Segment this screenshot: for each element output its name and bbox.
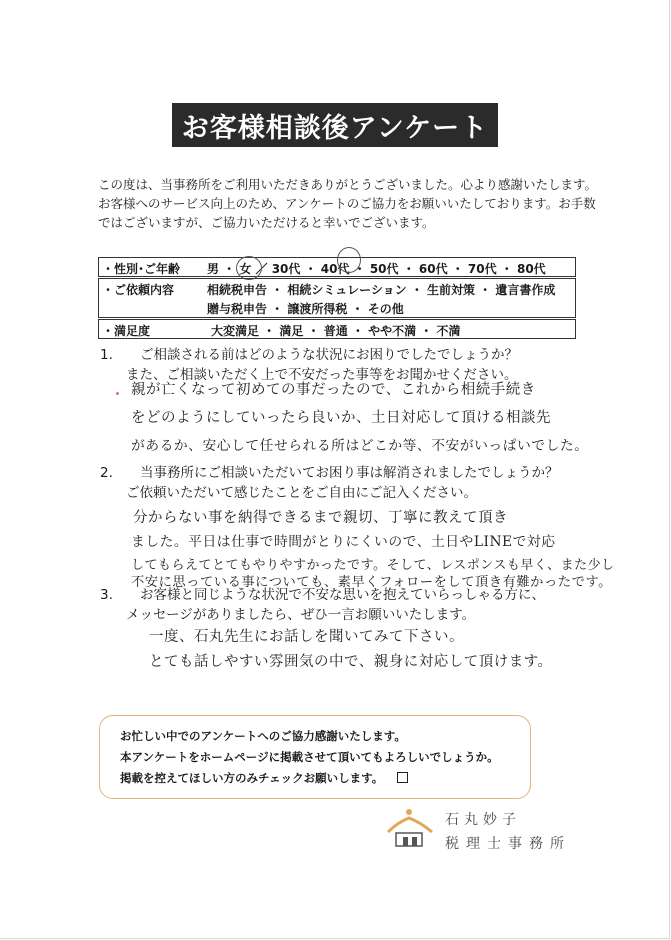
survey-title: お客様相談後アンケート <box>172 103 498 147</box>
gender-age-label: ・性別･ご年齢 <box>102 262 181 276</box>
gender-age-options: 男 ・ 女 ／ 30代 ・ 40代 ・ 50代 ・ 60代 ・ 70代 ・ 80代 <box>207 262 546 276</box>
satisfaction-row <box>98 319 576 339</box>
intro-line: この度は、当事務所をご利用いただきありがとうございました。心より感謝いたします。 <box>98 177 598 192</box>
question-text: ご相談される前はどのような状況にお困りでしたでしょうか？ <box>140 347 518 363</box>
consult-options-line1: 相続税申告 ・ 相続シミュレーション ・ 生前対策 ・ 遺言書作成 <box>207 283 556 297</box>
handwritten-answer-line: とても話しやすい雰囲気の中で、親身に対応して頂けます。 <box>149 654 553 670</box>
question-text: また、ご相談いただく上で不安だった事等をお聞かせください。 <box>126 367 518 383</box>
handwritten-answer-line: 不安に思っている事についても、素早くフォローをして頂き有難かったです。 <box>131 575 612 590</box>
satisfaction-options: 大変満足 ・ 満足 ・ 普通 ・ やや不満 ・ 不満 <box>211 324 461 338</box>
handwritten-answer-line: してもらえてとてもやりやすかったです。そして、レスポンスも早く、また少し <box>131 558 615 573</box>
intro-line: ではございますが、ご協力いただけると幸いでございます。 <box>98 215 435 230</box>
office-type: 税理士事務所 <box>445 836 571 852</box>
handwritten-answer-line: 親が亡くなって初めての事だったので、これから相続手続き <box>131 382 536 398</box>
consult-options-line2: 贈与税申告 ・ 譲渡所得税 ・ その他 <box>207 302 404 316</box>
handwritten-answer-line: 分からない事を納得できるまで親切、丁寧に教えて頂き <box>133 510 508 526</box>
consult-label: ・ご依頼内容 <box>102 283 175 297</box>
pen-mark <box>116 392 119 395</box>
question-number: 1. <box>100 347 113 363</box>
handwritten-answer-line: 一度、石丸先生にお話しを聞いてみて下さい。 <box>149 629 464 645</box>
handwritten-answer-line: があるか、安心して任せられる所はどこか等、不安がいっぱいでした。 <box>131 438 589 454</box>
footer-line-text: 掲載を控えてほしい方のみチェックお願いします。 <box>120 771 384 785</box>
selected-gender-circle <box>236 256 262 280</box>
intro-line: お客様へのサービス向上のため、アンケートのご協力をお願いいたしております。お手数 <box>98 196 596 211</box>
handwritten-answer-line: ました。平日は仕事で時間がとりにくいので、土日やLINEで対応 <box>131 534 556 550</box>
opt-out-checkbox[interactable] <box>397 772 408 783</box>
selected-age-circle <box>337 247 361 273</box>
question-text: メッセージがありましたら、ぜひ一言お願いいたします。 <box>126 607 476 623</box>
office-logo-icon <box>386 808 434 850</box>
question-number: 3. <box>100 587 113 603</box>
publication-consent-box <box>99 715 531 799</box>
intro-text <box>98 175 598 232</box>
question-text: ご依頼いただいて感じたことをご自由にご記入ください。 <box>126 485 477 501</box>
office-name-block <box>445 808 571 856</box>
office-person-name: 石丸妙子 <box>445 812 521 828</box>
handwritten-answer-line: をどのようにしていったら良いか、土日対応して頂ける相談先 <box>131 410 551 426</box>
footer-line: 本アンケートをホームページに掲載させて頂いてもよろしいでしょうか。 <box>120 750 499 764</box>
satisfaction-label: ・満足度 <box>102 324 151 338</box>
question-number: 2. <box>100 465 113 481</box>
footer-line: お忙しい中でのアンケートへのご協力感謝いたします。 <box>120 729 406 743</box>
question-text: 当事務所にご相談いただいてお困り事は解消されましたでしょうか？ <box>140 465 559 481</box>
footer-line <box>120 768 530 789</box>
question-text: お客様と同じような状況で不安な思いを抱えていらっしゃる方に、 <box>140 587 545 603</box>
consult-row <box>98 278 576 318</box>
